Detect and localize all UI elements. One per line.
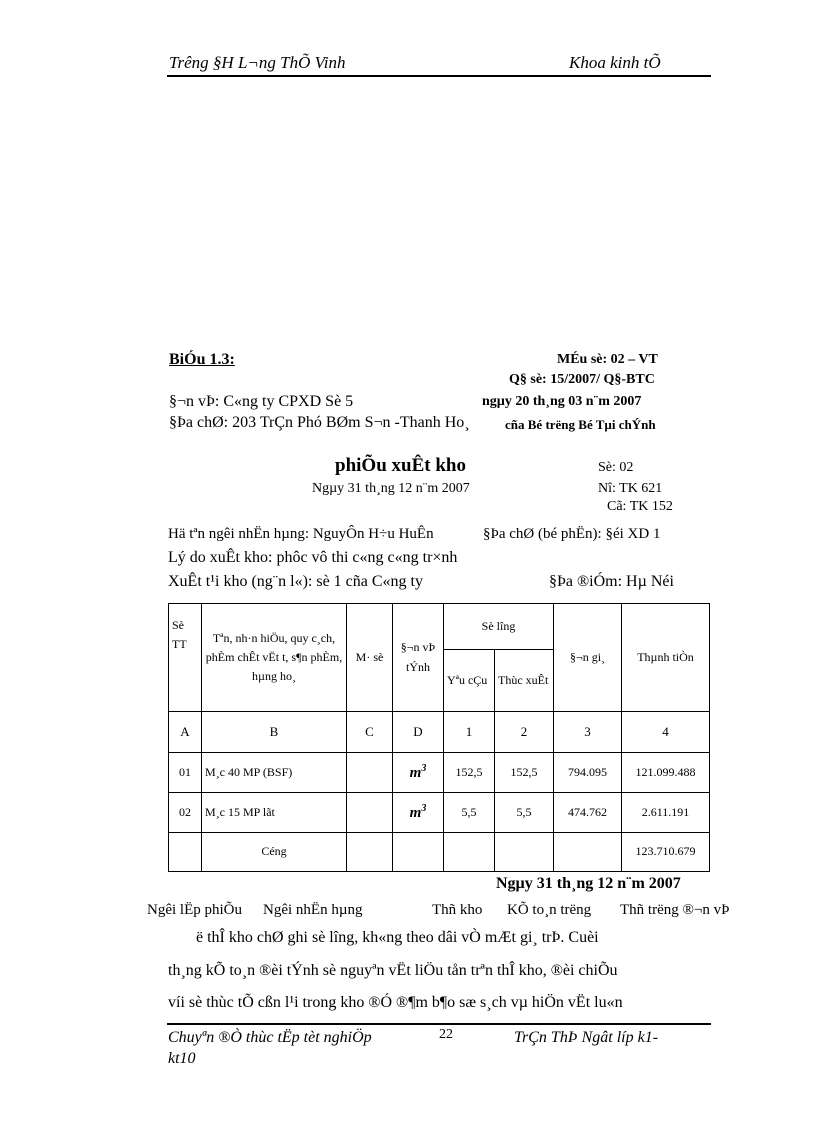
role-chief-accountant: KÕ to¸n trëng — [507, 902, 592, 918]
location: §Þa ®iÓm: Hµ Néi — [549, 573, 674, 590]
col-code: B — [202, 712, 347, 753]
table-row — [169, 793, 710, 833]
row-unit: $m^3$ — [393, 753, 444, 793]
issue-table — [168, 603, 710, 872]
voucher-title: phiÕu xuÊt kho — [335, 455, 466, 476]
voucher-number: Sè: 02 — [598, 460, 634, 475]
row-qty-requested: 152,5 — [444, 753, 495, 793]
row-stt: 02 — [169, 793, 202, 833]
header-quantity: Sè lîng — [444, 604, 554, 650]
table-row — [169, 753, 710, 793]
header-name: Tªn, nh·n hiÖu, quy c¸ch, phÈm chÊt vËt t, s¶n phÈm, hµng ho¸ — [202, 604, 347, 712]
reason: Lý do xuÊt kho: phôc vô thi c«ng c«ng tr×nh — [168, 549, 458, 566]
header-stt: Sè TT — [169, 604, 202, 712]
row-name: M¸c 15 MP lãt — [202, 793, 347, 833]
header-qty-requested: Yªu cÇu — [444, 650, 495, 712]
credit-account: Cã: TK 152 — [607, 499, 673, 514]
header-price: §¬n gi¸ — [554, 604, 622, 712]
receiver-address: §Þa chØ (bé phËn): §éi XD 1 — [483, 526, 661, 542]
warehouse: XuÊt t¹i kho (ng¨n l«): sè 1 cña C«ng ty — [168, 573, 423, 590]
page-header-left: Trêng §H L¬ng ThÕ Vinh — [169, 53, 346, 72]
row-qty-requested: 5,5 — [444, 793, 495, 833]
col-code: D — [393, 712, 444, 753]
col-code: A — [169, 712, 202, 753]
decision-number: Q§ sè: 15/2007/ Q§-BTC — [509, 372, 655, 387]
role-storekeeper: Thñ kho — [432, 902, 483, 918]
body-line-2: th¸ng kÕ to¸n ®èi tÝnh sè nguyªn vËt liÖu tån trªn thÎ kho, ®èi chiÕu — [168, 962, 618, 979]
figure-label: BiÓu 1.3: — [169, 351, 235, 368]
ministry: cña Bé trëng Bé Tµi chÝnh — [505, 417, 656, 432]
row-price: 474.762 — [554, 793, 622, 833]
body-line-3: víi sè thùc tÕ cßn l¹i trong kho ®Ó ®¶m b¶o sæ s¸ch vµ hiÖn vËt lu«n — [168, 994, 623, 1011]
role-receiver: Ngêi nhËn hµng — [263, 902, 363, 918]
unit-address: §Þa chØ: 203 TrÇn Phó BØm S¬n -Thanh Ho¸ — [169, 414, 470, 431]
footer-right-cont: kt10 — [168, 1050, 196, 1067]
row-price: 794.095 — [554, 753, 622, 793]
col-code: 3 — [554, 712, 622, 753]
row-code — [347, 753, 393, 793]
row-qty-actual: 152,5 — [495, 753, 554, 793]
column-code-row — [169, 712, 710, 753]
body-line-1: ë thÎ kho chØ ghi sè lîng, kh«ng theo dâi vÒ mÆt gi¸ trÞ. Cuèi — [196, 929, 599, 946]
signature-date: Ngµy 31 th¸ng 12 n¨m 2007 — [496, 875, 681, 892]
footer-left: Chuyªn ®Ò thùc tËp tèt nghiÖp — [168, 1029, 372, 1046]
voucher-date: Ngµy 31 th¸ng 12 n¨m 2007 — [312, 481, 470, 496]
form-number: MÉu sè: 02 – VT — [557, 352, 658, 367]
row-amount: 2.611.191 — [622, 793, 710, 833]
total-row — [169, 833, 710, 872]
row-qty-actual: 5,5 — [495, 793, 554, 833]
col-code: C — [347, 712, 393, 753]
header-unit: §¬n vÞ tÝnh — [393, 604, 444, 712]
row-name: M¸c 40 MP (BSF) — [202, 753, 347, 793]
header-amount: Thµnh tiÒn — [622, 604, 710, 712]
col-code: 1 — [444, 712, 495, 753]
header-rule — [167, 75, 711, 77]
page-number: 22 — [439, 1027, 453, 1042]
total-label: Céng — [202, 833, 347, 872]
receiver: Hä tªn ngêi nhËn hµng: NguyÔn H÷u HuÊn — [168, 526, 434, 542]
row-unit: $m^3$ — [393, 793, 444, 833]
role-unit-head: Thñ trëng ®¬n vÞ — [620, 902, 730, 918]
row-stt: 01 — [169, 753, 202, 793]
footer-rule — [167, 1023, 711, 1025]
header-qty-actual: Thùc xuÊt — [495, 650, 554, 712]
col-code: 4 — [622, 712, 710, 753]
footer-right: TrÇn ThÞ Ngât líp k1- — [514, 1029, 659, 1046]
row-code — [347, 793, 393, 833]
debit-account: Nî: TK 621 — [598, 481, 663, 496]
role-preparer: Ngêi lËp phiÕu — [147, 902, 242, 918]
col-code: 2 — [495, 712, 554, 753]
decision-date: ngµy 20 th¸ng 03 n¨m 2007 — [482, 394, 642, 409]
header-code: M· sè — [347, 604, 393, 712]
unit-name: §¬n vÞ: C«ng ty CPXD Sè 5 — [169, 393, 354, 410]
total-amount: 123.710.679 — [622, 833, 710, 872]
row-amount: 121.099.488 — [622, 753, 710, 793]
page-header-right: Khoa kinh tÕ — [569, 53, 661, 72]
